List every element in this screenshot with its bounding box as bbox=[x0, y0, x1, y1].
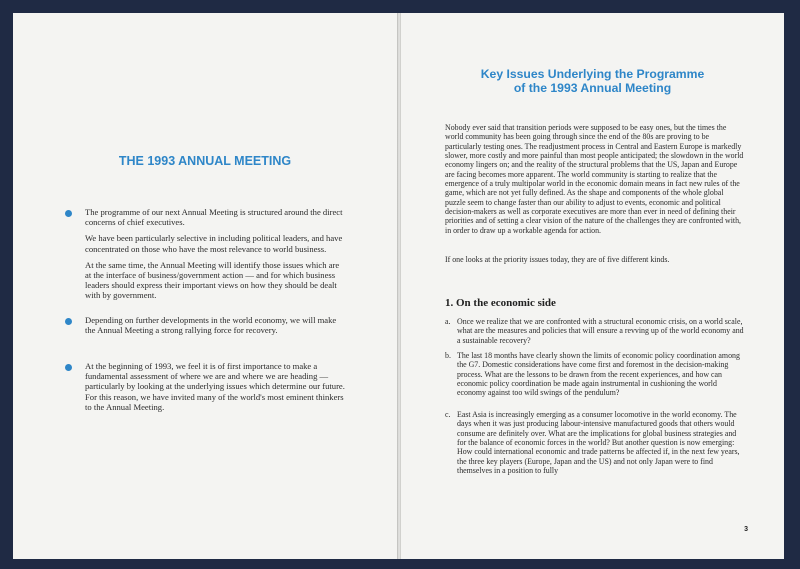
item-text: The last 18 months have clearly shown the limits of economic policy coordination among the G7. Domestic considerations have come first and foremost in the decision-making process. What are the lessons to be drawn from the recent experiences, and how can economic policy coordination be made again instrumental in cushioning the world economy against too wild swings of the pendulum? bbox=[457, 351, 740, 398]
section-title: 1. On the economic side bbox=[445, 297, 556, 309]
heading-line-2: of the 1993 Annual Meeting bbox=[513, 81, 672, 95]
item-text: Once we realize that we are confronted with a structural economic crisis, on a world scale, what are the measures and policies that will ensure a revving up of the world economy and a sustainable recovery? bbox=[457, 317, 744, 345]
bullet-block-1 bbox=[85, 207, 347, 307]
item-letter: a. bbox=[445, 317, 451, 326]
heading-line-1: Key Issues Underlying the Programme bbox=[480, 67, 705, 81]
paragraph: The programme of our next Annual Meeting is structured around the direct concerns of chief executives. bbox=[85, 207, 343, 228]
paragraph: We have been particularly selective in including political leaders, and have concentrated on those who have the most relevance to world business. bbox=[85, 233, 343, 254]
list-item-a bbox=[445, 317, 745, 345]
left-page bbox=[13, 13, 397, 559]
list-item-c bbox=[445, 410, 745, 475]
bullet-block-2 bbox=[85, 315, 347, 341]
bullet-dot-icon bbox=[65, 318, 72, 325]
paragraph: Depending on further developments in the world economy, we will make the Annual Meeting a strong rallying force for recovery. bbox=[85, 315, 337, 336]
right-page bbox=[401, 13, 784, 559]
priority-paragraph: If one looks at the priority issues today, they are of five different kinds. bbox=[445, 255, 670, 264]
list-item-b bbox=[445, 351, 745, 398]
bullet-dot-icon bbox=[65, 210, 72, 217]
bullet-block-3 bbox=[85, 361, 347, 418]
intro-paragraph: Nobody ever said that transition periods were supposed to be easy ones, but the times the world community has been going through since the end of the 80s are proving to be particularly testing ones. The readjustment process in Central and Eastern Europe is markedly slower, more costly and more painful than most people anticipated; the slowdown in the world economy lingers on; and the reality of the structural problems that the US, Japan and Europe are facing becomes more apparent. The world community is starting to realize that the emergence of a truly multipolar world in the economic domain means in fact new rules of the game, which are not yet fully defined. As the shape and components of the whole global puzzle seem to change faster than our ability to adjust to events, economic and political decision-makers as well as corporate executives are more than ever in need of defining their priorities and of setting a clear vision of the nature of the challenges they are confronted with, in order to draw up a workable agenda for action. bbox=[445, 123, 744, 235]
paragraph: At the same time, the Annual Meeting will identify those issues which are at the interface of business/government action — and for which business leaders should express their important views on how they should be dealt with by government. bbox=[85, 259, 340, 301]
item-letter: c. bbox=[445, 410, 451, 419]
bullet-dot-icon bbox=[65, 364, 72, 371]
left-page-heading: THE 1993 ANNUAL MEETING bbox=[118, 154, 292, 168]
item-letter: b. bbox=[445, 351, 451, 360]
item-text: East Asia is increasingly emerging as a consumer locomotive in the world economy. The days when it was just producing labour-intensive manufactured goods that others would consume are definitely over. What are the implications for global business strategies and for the balance of economic forces in the world? But another question is now emerging: How could international economic and trade patterns be affected if, in the next few years, the three key players (Europe, Japan and the US) and not only Japan were to find themselves in a position to fully bbox=[457, 410, 740, 476]
page-number: 3 bbox=[744, 526, 748, 533]
paragraph: At the beginning of 1993, we feel it is of first importance to make a fundamental assessment of where we are and where we are heading — particularly by looking at the underlying issues which determine our future. For this reason, we have invited many of the world's most eminent thinkers to the Annual Meeting. bbox=[85, 361, 345, 412]
right-page-heading bbox=[401, 67, 784, 95]
